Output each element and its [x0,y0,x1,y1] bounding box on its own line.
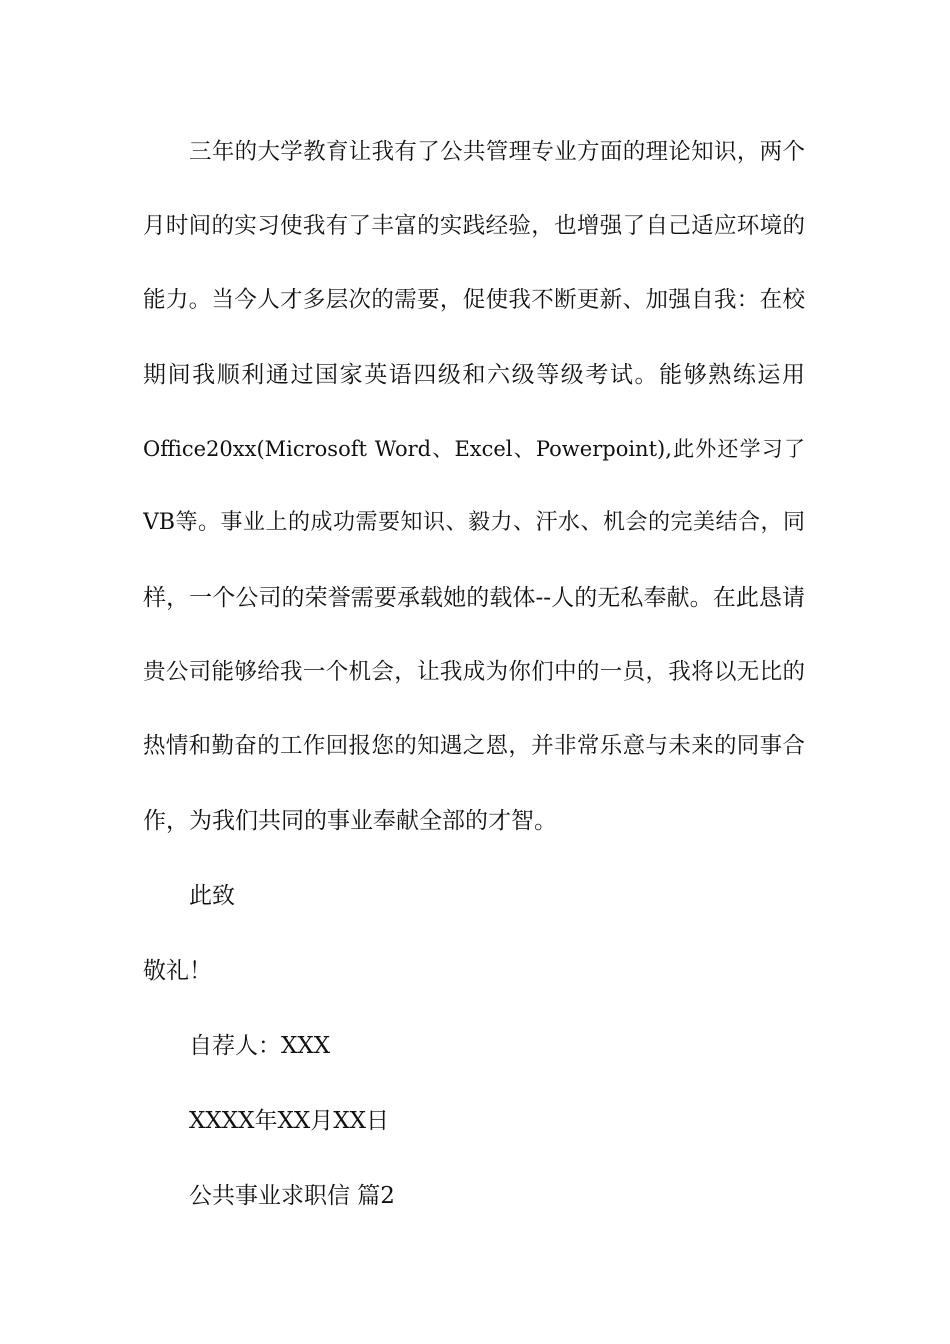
paragraph-line: 贵公司能够给我一个机会，让我成为你们中的一员，我将以无比的 [143,659,805,685]
closing-text: 此致 [189,883,235,909]
paragraph-line: 样，一个公司的荣誉需要承载她的载体--人的无私奉献。在此恳请 [143,585,805,611]
paragraph-line: 作，为我们共同的事业奉献全部的才智。 [143,808,557,834]
signature-line: 自荐人：XXX [189,1033,331,1059]
paragraph-line: Office20xx(Microsoft Word、Excel、Powerpoint),此外还学习了 [143,437,805,461]
paragraph-line: 热情和勤奋的工作回报您的知遇之恩，并非常乐意与未来的同事合 [143,733,805,759]
paragraph-line: 月时间的实习使我有了丰富的实践经验，也增强了自己适应环境的 [143,213,805,239]
date-line: XXXX年XX月XX日 [189,1108,389,1134]
paragraph-line: VB等。事业上的成功需要知识、毅力、汗水、机会的完美结合，同 [143,510,805,535]
paragraph-line: 期间我顺利通过国家英语四级和六级等级考试。能够熟练运用 [143,362,805,388]
section-heading: 公共事业求职信 篇2 [189,1183,395,1209]
paragraph-line: 能力。当今人才多层次的需要，促使我不断更新、加强自我：在校 [143,287,805,313]
paragraph-line: 三年的大学教育让我有了公共管理专业方面的理论知识，两个 [189,139,805,165]
salutation-text: 敬礼！ [143,958,212,984]
